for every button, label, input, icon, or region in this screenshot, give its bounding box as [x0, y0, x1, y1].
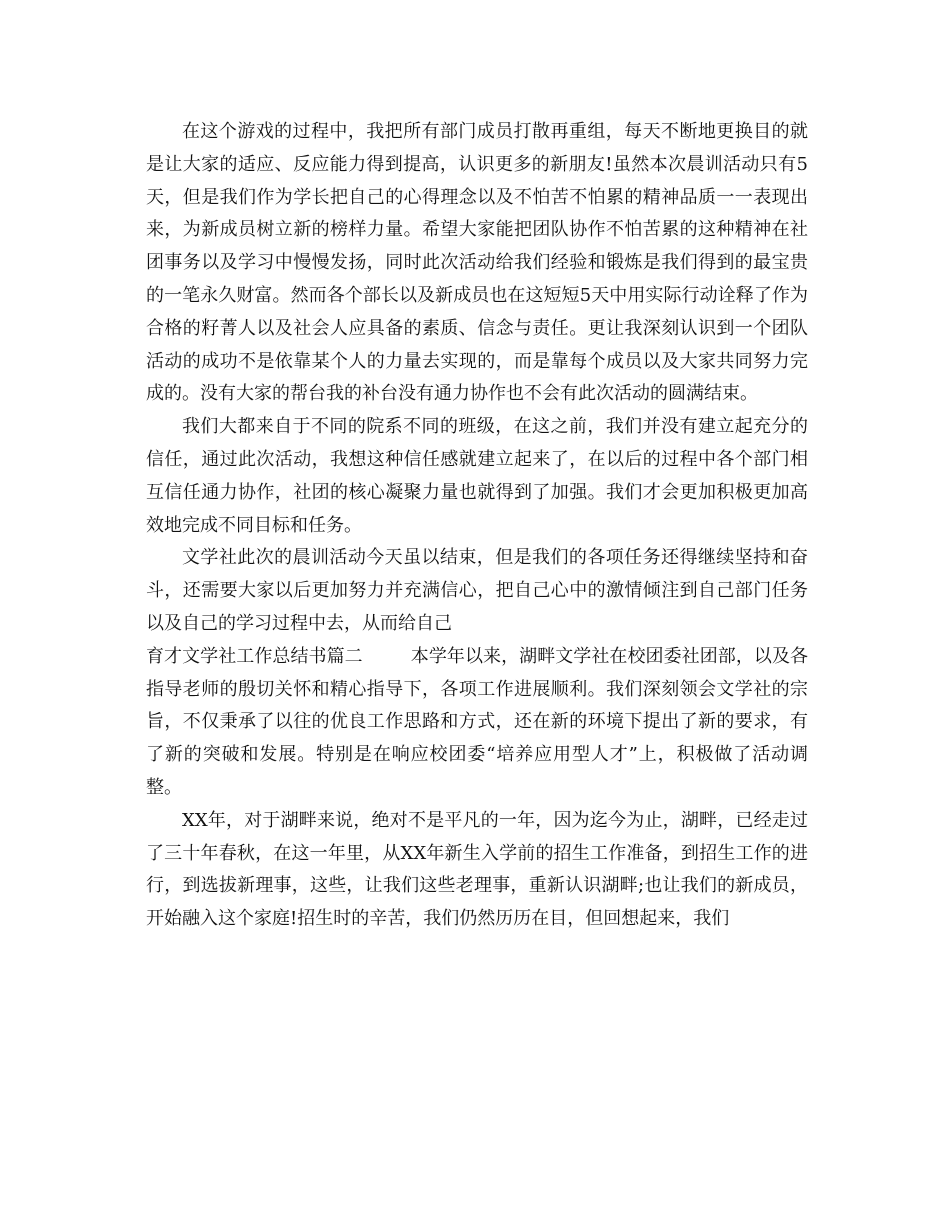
section-two-body: 本学年以来，湖畔文学社在校团委社团部，以及各指导老师的殷切关怀和精心指导下，各项工作进展顺利。我们深刻领会文学社的宗旨，不仅秉承了以往的优良工作思路和方式，还在新的环境下提出了新的要求，有了新的突破和发展。特别是在响应校团委“培养应用型人才”上，积极做了活动调整。: [146, 645, 809, 798]
paragraph-year-review: XX年，对于湖畔来说，绝对不是平凡的一年，因为迄今为止，湖畔，已经走过了三十年春秋，在这一年里，从XX年新生入学前的招生工作准备，到招生工作的进行，到选拔新理事，这些，让我们这些老理事，重新认识湖畔;也让我们的新成员，开始融入这个家庭!招生时的辛苦，我们仍然历历在目，但回想起来，我们: [146, 809, 808, 930]
paragraph-section-two: [146, 641, 808, 805]
document-body: [146, 116, 808, 936]
paragraph-trust-building: 我们大都来自于不同的院系不同的班级，在这之前，我们并没有建立起充分的信任，通过此次活动，我想这种信任感就建立起来了，在以后的过程中各个部门相互信任通力协作，社团的核心凝聚力量也就得到了加强。我们才会更加积极更加高效地完成不同目标和任务。: [146, 416, 808, 536]
paragraph-morning-training-game: 在这个游戏的过程中，我把所有部门成员打散再重组，每天不断地更换目的就是让大家的适应、反应能力得到提高，认识更多的新朋友!虽然本次晨训活动只有5天，但是我们作为学长把自己的心得理念以及不怕苦不怕累的精神品质一一表现出来，为新成员树立新的榜样力量。希望大家能把团队协作不怕苦累的这种精神在社团事务以及学习中慢慢发扬，同时此次活动给我们经验和锻炼是我们得到的最宝贵的一笔永久财富。然而各个部长以及新成员也在这短短5天中用实际行动诠释了作为合格的籽菁人以及社会人应具备的素质、信念与责任。更让我深刻认识到一个团队活动的成功不是依靠某个人的力量去实现的，而是靠每个成员以及大家共同努力完成的。没有大家的帮台我的补台没有通力协作也不会有此次活动的圆满结束。: [146, 121, 808, 405]
section-heading: 育才文学社工作总结书篇二: [146, 645, 363, 667]
paragraph-literary-club-conclusion: 文学社此次的晨训活动今天虽以结束，但是我们的各项任务还得继续坚持和奋斗，还需要大家以后更加努力并充满信心，把自己心中的激情倾注到自己部门任务以及自己的学习过程中去，从而给自己: [146, 547, 808, 634]
